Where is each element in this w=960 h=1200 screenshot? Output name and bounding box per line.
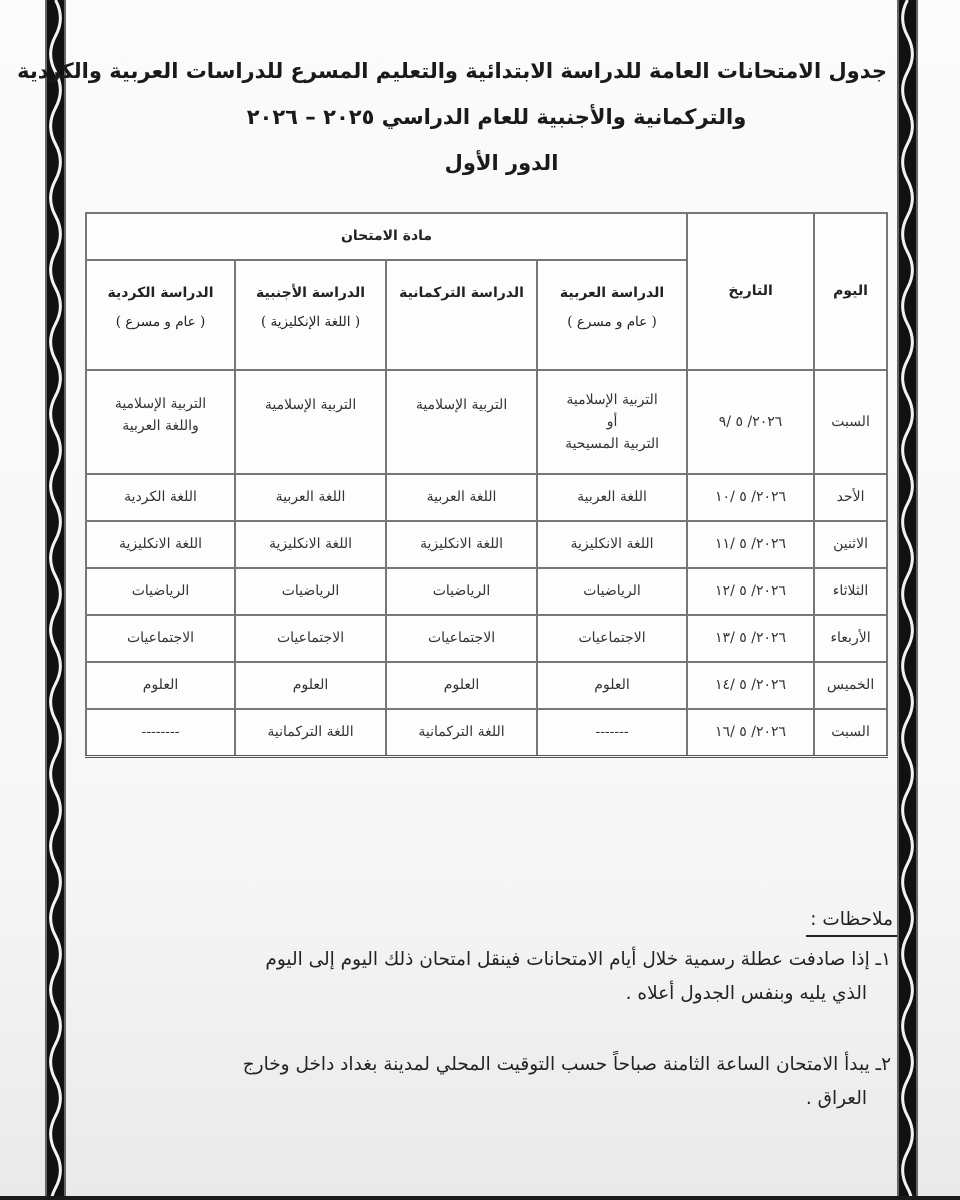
cell-day: الاثنين [814, 521, 887, 568]
note-2-line-2: العراق . [805, 1088, 867, 1109]
title-line-2: والتركمانية والأجنبية للعام الدراسي ٢٠٢٥ – ٢٠٢٦ [246, 105, 747, 129]
cell-turkmen: اللغة التركمانية [386, 709, 537, 756]
exam-schedule-table [85, 212, 888, 758]
note-1-line-2: الذي يليه وبنفس الجدول أعلاه . [625, 983, 867, 1004]
cell-line: واللغة العربية [122, 418, 199, 434]
header-foreign-study-sub: ( اللغة الإنكليزية ) [260, 314, 361, 330]
cell-foreign: الاجتماعيات [235, 615, 386, 662]
cell-arabic: اللغة العربية [537, 474, 687, 521]
table-row [86, 615, 887, 662]
header-arabic-study-sub: ( عام و مسرع ) [567, 314, 657, 330]
document-title [17, 48, 897, 186]
cell-turkmen: اللغة الانكليزية [386, 521, 537, 568]
header-kurdish-study-sub: ( عام و مسرع ) [115, 314, 206, 330]
cell-foreign: اللغة التركمانية [235, 709, 386, 756]
cell-foreign: التربية الإسلامية [235, 370, 386, 474]
header-date: التاريخ [687, 213, 814, 370]
ornamental-border-left [45, 0, 66, 1196]
cell-day: الأربعاء [814, 615, 887, 662]
wave-ornament-icon [899, 0, 916, 1196]
cell-date: ٢٠٢٦/ ٥ /١٢ [687, 568, 814, 615]
cell-turkmen: الاجتماعيات [386, 615, 537, 662]
notes-title: ملاحظات : [806, 905, 897, 937]
cell-date: ٢٠٢٦/ ٥ /٩ [687, 370, 814, 474]
cell-day: السبت [814, 370, 887, 474]
cell-foreign: اللغة العربية [235, 474, 386, 521]
bottom-edge-line [0, 1196, 960, 1200]
cell-arabic: الرياضيات [537, 568, 687, 615]
cell-day: السبت [814, 709, 887, 756]
note-item-1 [102, 943, 897, 1011]
document-page [17, 0, 897, 1196]
header-foreign-study-name: الدراسة الأجنبية [255, 285, 366, 301]
cell-kurdish [86, 370, 235, 474]
cell-day: الخميس [814, 662, 887, 709]
title-line-1: جدول الامتحانات العامة للدراسة الابتدائية والتعليم المسرع للدراسات العربية والكردية [17, 59, 887, 83]
cell-arabic: العلوم [537, 662, 687, 709]
table-row [86, 709, 887, 756]
table-row [86, 474, 887, 521]
note-2-line-1: ٢ـ يبدأ الامتحان الساعة الثامنة صباحاً حسب التوقيت المحلي لمدينة بغداد داخل وخارج [242, 1054, 891, 1075]
wave-ornament-icon [47, 0, 64, 1196]
cell-turkmen: التربية الإسلامية [386, 370, 537, 474]
cell-day: الأحد [814, 474, 887, 521]
cell-turkmen: اللغة العربية [386, 474, 537, 521]
table-row [86, 662, 887, 709]
cell-line: التربية المسيحية [565, 436, 659, 452]
cell-date: ٢٠٢٦/ ٥ /١٤ [687, 662, 814, 709]
cell-foreign: اللغة الانكليزية [235, 521, 386, 568]
cell-kurdish: اللغة الكردية [86, 474, 235, 521]
cell-kurdish: العلوم [86, 662, 235, 709]
cell-arabic: اللغة الانكليزية [537, 521, 687, 568]
table-row [86, 521, 887, 568]
cell-foreign: العلوم [235, 662, 386, 709]
ornamental-border-right [897, 0, 918, 1196]
cell-date: ٢٠٢٦/ ٥ /١٠ [687, 474, 814, 521]
cell-turkmen: الرياضيات [386, 568, 537, 615]
header-day: اليوم [814, 213, 887, 370]
cell-kurdish: الرياضيات [86, 568, 235, 615]
note-item-2 [102, 1048, 897, 1116]
cell-day: الثلاثاء [814, 568, 887, 615]
header-kurdish-study-name: الدراسة الكردية [107, 285, 214, 301]
cell-kurdish: -------- [86, 709, 235, 756]
cell-arabic [537, 370, 687, 474]
note-1-line-1: ١ـ إذا صادفت عطلة رسمية خلال أيام الامتحانات فينقل امتحان ذلك اليوم إلى اليوم [265, 949, 891, 970]
header-foreign-study [235, 260, 386, 370]
header-arabic-study-name: الدراسة العربية [559, 285, 665, 301]
cell-line: التربية الإسلامية [114, 396, 207, 412]
cell-line: أو [606, 414, 618, 430]
header-arabic-study [537, 260, 687, 370]
cell-date: ٢٠٢٦/ ٥ /١٣ [687, 615, 814, 662]
header-turkmen-study [386, 260, 537, 370]
table-row [86, 568, 887, 615]
cell-kurdish: الاجتماعيات [86, 615, 235, 662]
cell-kurdish: اللغة الانكليزية [86, 521, 235, 568]
header-exam-subject: مادة الامتحان [86, 213, 687, 260]
cell-line: التربية الإسلامية [566, 392, 658, 408]
cell-turkmen: العلوم [386, 662, 537, 709]
table-row [86, 370, 887, 474]
cell-arabic: الاجتماعيات [537, 615, 687, 662]
title-line-3-round: الدور الأول [444, 151, 559, 175]
cell-date: ٢٠٢٦/ ٥ /١١ [687, 521, 814, 568]
cell-foreign: الرياضيات [235, 568, 386, 615]
header-kurdish-study [86, 260, 235, 370]
header-turkmen-study-name: الدراسة التركمانية [399, 285, 524, 301]
cell-arabic: ------- [537, 709, 687, 756]
cell-date: ٢٠٢٦/ ٥ /١٦ [687, 709, 814, 756]
